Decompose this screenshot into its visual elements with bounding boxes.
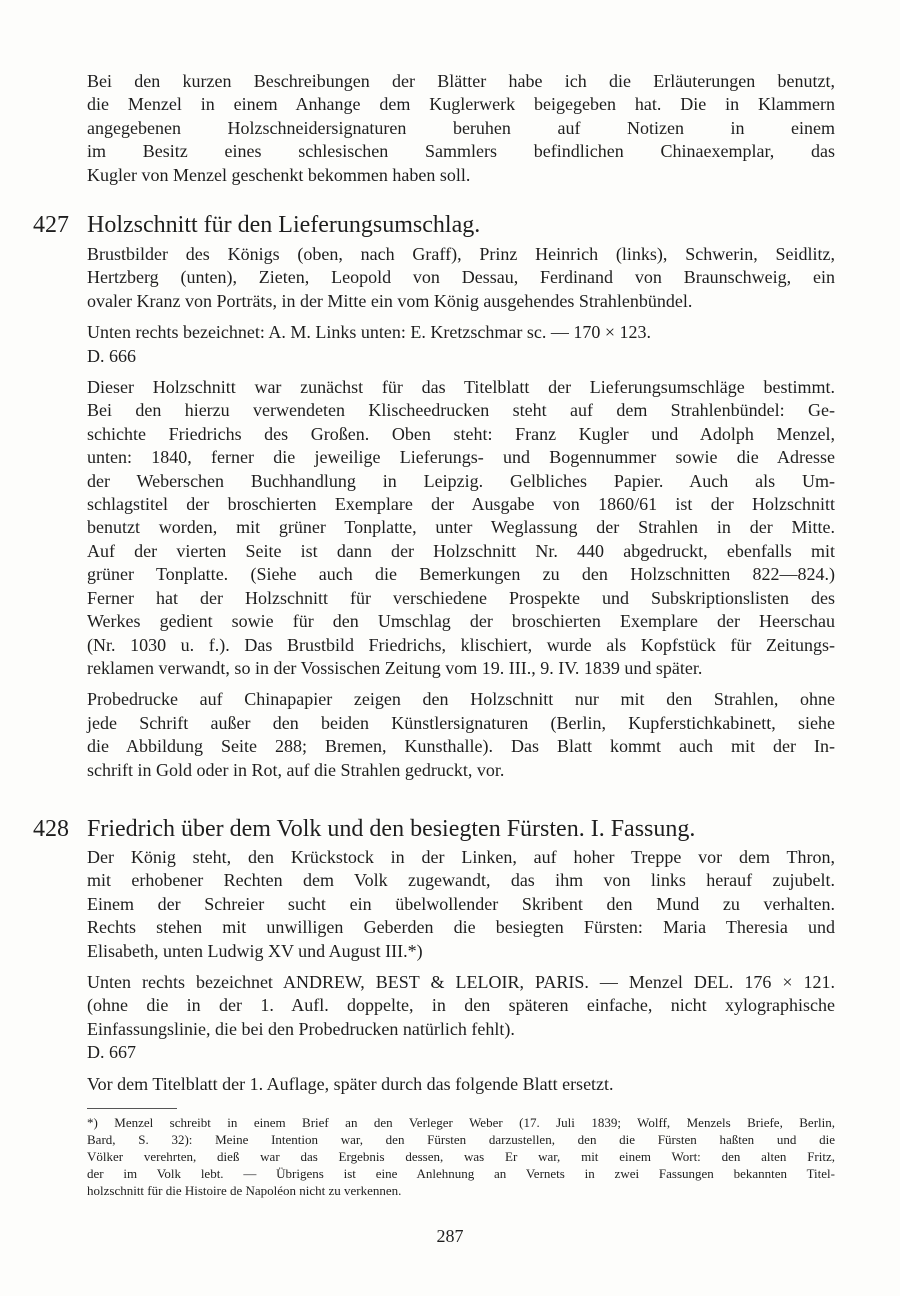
- entry-number: 427: [33, 212, 69, 238]
- entry-note: [87, 1073, 835, 1096]
- intro-line: die Menzel in einem Anhange dem Kuglerwerk beigegeben hat. Die in Klammern: [87, 94, 835, 115]
- intro-line: Bei den kurzen Beschreibungen der Blätter habe ich die Erläuterungen benutzt,: [87, 71, 835, 91]
- entry-dref: [87, 1041, 835, 1064]
- entry-signature: [87, 971, 835, 1041]
- entry-number: 428: [33, 816, 69, 842]
- note-line: die Abbildung Seite 288; Bremen, Kunsthalle). Das Blatt kommt auch mit der In-: [87, 736, 835, 757]
- note-line: benutzt worden, mit grüner Tonplatte, unter Weglassung der Strahlen in der Mitte.: [87, 517, 835, 538]
- note-line: schlagstitel der broschierten Exemplare der Ausgabe von 1860/61 ist der Holzschnitt: [87, 494, 835, 515]
- entry-dref: [87, 345, 835, 368]
- entry-427-body: [87, 243, 835, 790]
- entry-428-heading: [33, 814, 835, 844]
- note-line: (Nr. 1030 u. f.). Das Brustbild Friedrichs, klischiert, wurde als Kopfstück für Zeitungs-: [87, 634, 835, 655]
- note-line: Bei den hierzu verwendeten Klischeedrucken steht auf dem Strahlenbündel: Ge-: [87, 400, 835, 421]
- desc-line: Der König steht, den Krückstock in der Linken, auf hoher Treppe vor dem Thron,: [87, 847, 835, 867]
- note-line: schrift in Gold oder in Rot, auf die Strahlen gedruckt, vor.: [87, 759, 505, 780]
- entry-note: [87, 688, 835, 782]
- footnote-line: Völker verehrten, dieß war das Ergebnis dessen, was Er war, mit einem Wort: den alten Fritz,: [87, 1149, 835, 1164]
- footnote-line: Bard, S. 32): Meine Intention war, den Fürsten darzustellen, den die Fürsten haßten und die: [87, 1132, 835, 1147]
- note-line: schichte Friedrichs des Großen. Oben steht: Franz Kugler und Adolph Menzel,: [87, 423, 835, 444]
- intro-line: im Besitz eines schlesischen Sammlers befindlichen Chinaexemplar, das: [87, 141, 835, 162]
- footnote-line: der im Volk lebt. — Übrigens ist eine Anlehnung an Vernets in zwei Fassungen bekannten Titel-: [87, 1166, 835, 1181]
- desc-line: Elisabeth, unten Ludwig XV und August III.*): [87, 940, 423, 961]
- desc-line: Hertzberg (unten), Zieten, Leopold von Dessau, Ferdinand von Braunschweig, ein: [87, 267, 835, 288]
- entry-427-heading: [33, 210, 835, 240]
- note-line: reklamen verwandt, so in der Vossischen Zeitung vom 19. III., 9. IV. 1839 und später.: [87, 657, 703, 678]
- note-line: der Weberschen Buchhandlung in Leipzig. Gelbliches Papier. Auch als Um-: [87, 470, 835, 491]
- entry-428-body: [87, 846, 835, 1104]
- desc-line: Brustbilder des Königs (oben, nach Graff), Prinz Heinrich (links), Schwerin, Seidlitz,: [87, 244, 835, 264]
- intro-line: Kugler von Menzel geschenkt bekommen haben soll.: [87, 164, 471, 185]
- note-line: jede Schrift außer den beiden Künstlersignaturen (Berlin, Kupferstichkabinett, siehe: [87, 712, 835, 733]
- note-line: Vor dem Titelblatt der 1. Auflage, später durch das folgende Blatt ersetzt.: [87, 1073, 614, 1094]
- signature-line: Unten rechts bezeichnet: A. M. Links unten: E. Kretzschmar sc. — 170 × 123.: [87, 322, 652, 343]
- entry-title: Holzschnitt für den Lieferungsumschlag.: [87, 212, 481, 238]
- footnote-line: holzschnitt für die Histoire de Napoléon nicht zu verkennen.: [87, 1183, 402, 1198]
- desc-line: ovaler Kranz von Porträts, in der Mitte ein vom König ausgehendes Strahlenbündel.: [87, 290, 693, 311]
- note-line: Probedrucke auf Chinapapier zeigen den Holzschnitt nur mit den Strahlen, ohne: [87, 689, 835, 710]
- note-line: Auf der vierten Seite ist dann der Holzschnitt Nr. 440 abgedruckt, ebenfalls mit: [87, 540, 835, 561]
- note-line: Ferner hat der Holzschnitt für verschiedene Prospekte und Subskriptionslisten des: [87, 587, 835, 608]
- signature-line: Einfassungslinie, die bei den Probedrucken natürlich fehlt).: [87, 1018, 515, 1039]
- entry-title: Friedrich über dem Volk und den besiegten Fürsten. I. Fassung.: [87, 816, 696, 842]
- note-line: Werkes gedient sowie für den Umschlag der broschierten Exemplare der Heerschau: [87, 611, 835, 632]
- signature-line: (ohne die in der 1. Aufl. doppelte, in den späteren einfache, nicht xylographische: [87, 995, 835, 1016]
- desc-line: mit erhobener Rechten dem Volk zugewandt, das ihm von links herauf zujubelt.: [87, 870, 835, 891]
- entry-description: [87, 243, 835, 313]
- page-number: 287: [436, 1226, 464, 1246]
- signature-line: Unten rechts bezeichnet ANDREW, BEST & LELOIR, PARIS. — Menzel DEL. 176 × 121.: [87, 972, 835, 993]
- intro-line: angegebenen Holzschneidersignaturen beruhen auf Notizen in einem: [87, 117, 835, 138]
- dref-line: D. 667: [87, 1042, 136, 1063]
- footnote-line: *) Menzel schreibt in einem Brief an den Verleger Weber (17. Juli 1839; Wolff, Menzels Briefe, Berlin,: [87, 1115, 835, 1130]
- intro-paragraph: [87, 70, 835, 187]
- entry-signature: [87, 321, 835, 344]
- dref-line: D. 666: [87, 345, 136, 366]
- footnote: [87, 1114, 835, 1199]
- footnote-divider: [87, 1108, 177, 1109]
- note-line: grüner Tonplatte. (Siehe auch die Bemerkungen zu den Holzschnitten 822—824.): [87, 564, 835, 585]
- desc-line: Rechts stehen mit unwilligen Geberden die besiegten Fürsten: Maria Theresia und: [87, 917, 835, 938]
- note-line: Dieser Holzschnitt war zunächst für das Titelblatt der Lieferungsumschläge bestimmt.: [87, 377, 835, 398]
- entry-note: [87, 376, 835, 680]
- note-line: unten: 1840, ferner die jeweilige Lieferungs- und Bogennummer sowie die Adresse: [87, 447, 835, 468]
- desc-line: Einem der Schreier sucht ein übelwollender Skribent den Mund zu verhalten.: [87, 893, 835, 914]
- entry-description: [87, 846, 835, 963]
